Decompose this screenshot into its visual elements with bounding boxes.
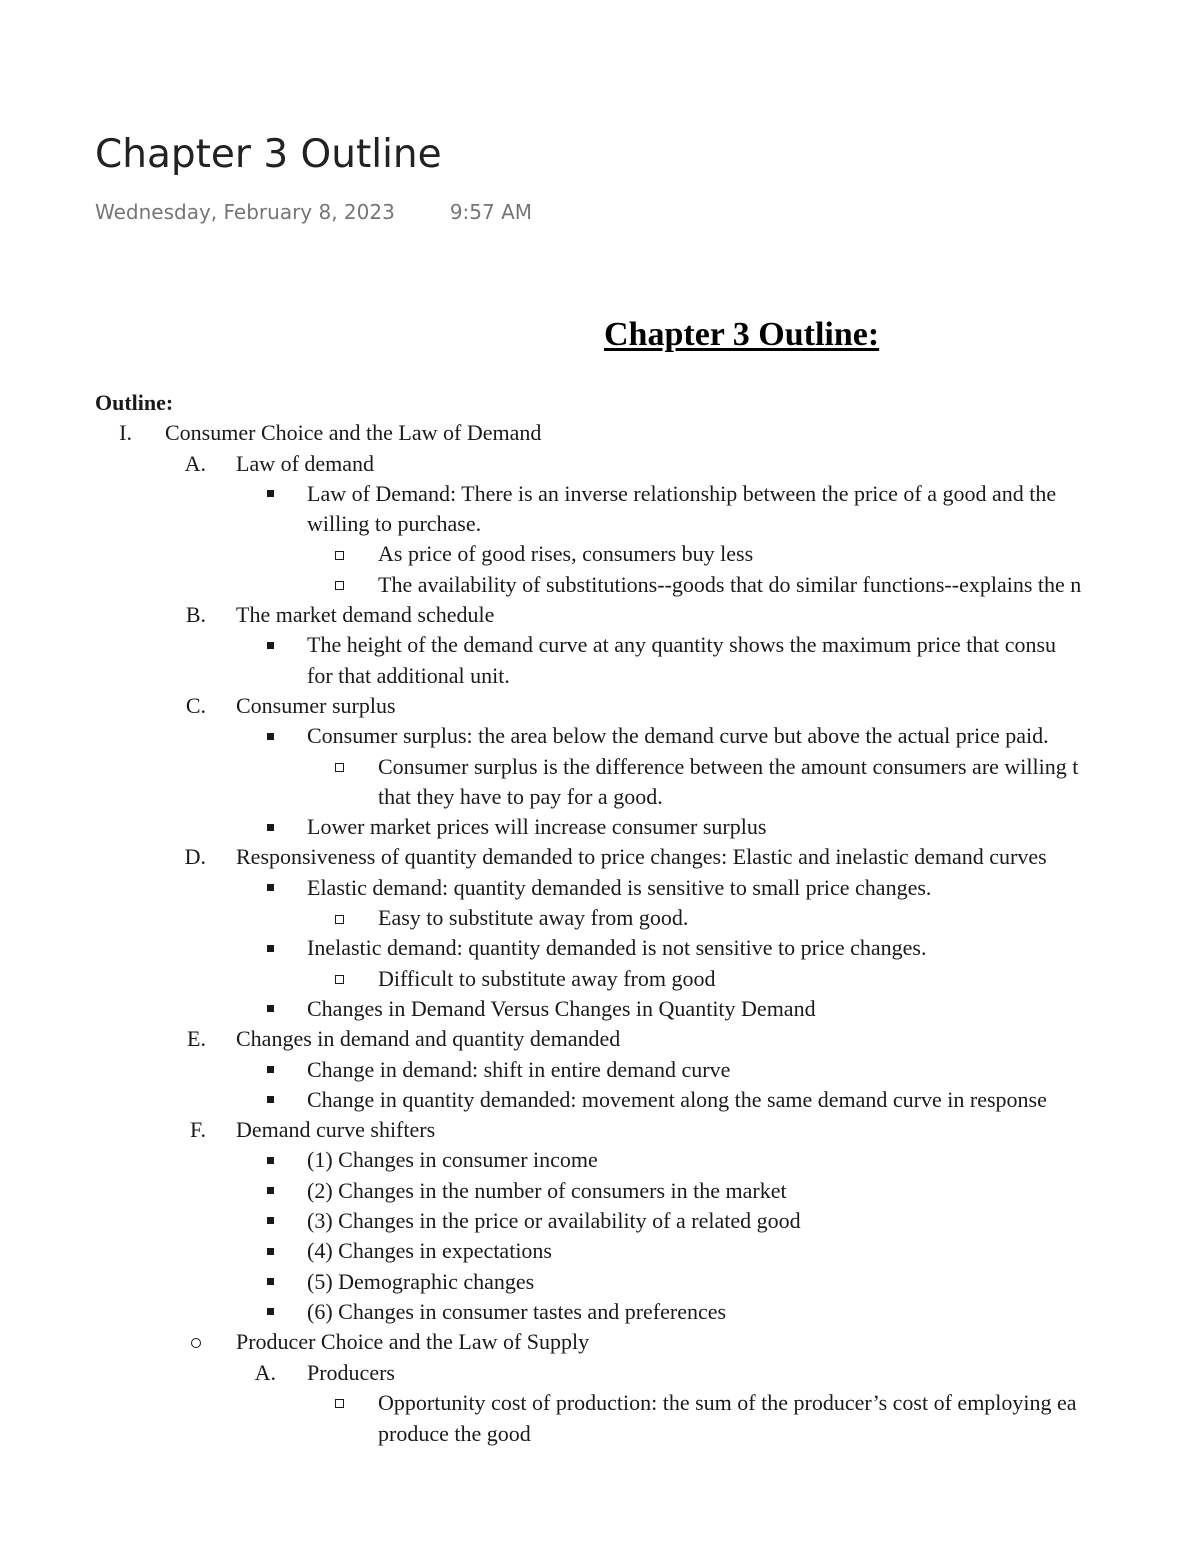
document-heading: Chapter 3 Outline: xyxy=(604,316,880,353)
list-item-text: Consumer Choice and the Law of Demand xyxy=(165,420,542,446)
letter-marker: D. xyxy=(184,844,206,870)
list-item xyxy=(0,842,1200,872)
square-bullet-icon xyxy=(262,1085,278,1115)
list-item xyxy=(0,1055,1200,1085)
square-bullet-icon xyxy=(262,1055,278,1085)
list-item xyxy=(0,1297,1200,1327)
list-item xyxy=(0,691,1200,721)
list-item xyxy=(0,1145,1200,1175)
list-item-text: Consumer surplus xyxy=(236,692,396,718)
outline-label: Outline: xyxy=(95,390,174,415)
list-item-text: produce the good xyxy=(378,1420,531,1446)
list-item-text: Consumer surplus is the difference between the amount consumers are willing t xyxy=(378,753,1079,779)
open-square-bullet-icon xyxy=(331,1388,347,1418)
list-item-text: (3) Changes in the price or availability of a related good xyxy=(307,1208,801,1234)
list-item-text: Elastic demand: quantity demanded is sensitive to small price changes. xyxy=(307,874,932,900)
list-item xyxy=(0,479,1200,509)
list-item xyxy=(0,1267,1200,1297)
list-item-text: Law of Demand: There is an inverse relationship between the price of a good and the xyxy=(307,480,1057,506)
list-item xyxy=(0,812,1200,842)
list-item-text: that they have to pay for a good. xyxy=(378,783,663,809)
page-time: 9:57 AM xyxy=(449,200,533,224)
list-item-text: Easy to substitute away from good. xyxy=(378,905,689,931)
list-item xyxy=(0,1024,1200,1054)
list-item-text: Law of demand xyxy=(236,450,375,476)
square-bullet-icon xyxy=(262,721,278,751)
list-item-text: Change in demand: shift in entire demand curve xyxy=(307,1056,731,1082)
list-item-text: willing to purchase. xyxy=(307,511,482,537)
list-item xyxy=(0,600,1200,630)
square-bullet-icon xyxy=(262,1176,278,1206)
list-item-text: As price of good rises, consumers buy less xyxy=(378,541,754,567)
list-item-continuation xyxy=(0,661,1200,691)
list-item-text: Lower market prices will increase consumer surplus xyxy=(307,814,767,840)
list-item-text: (4) Changes in expectations xyxy=(307,1238,552,1264)
list-item-text: (2) Changes in the number of consumers in the market xyxy=(307,1177,787,1203)
letter-marker: B. xyxy=(185,602,206,628)
list-item-text: The market demand schedule xyxy=(236,602,495,628)
square-bullet-icon xyxy=(262,1206,278,1236)
list-item-text: Difficult to substitute away from good xyxy=(378,965,716,991)
list-item-text: Change in quantity demanded: movement along the same demand curve in response xyxy=(307,1086,1047,1112)
outline xyxy=(0,388,1200,1446)
open-square-bullet-icon xyxy=(331,752,347,782)
open-square-bullet-icon xyxy=(331,903,347,933)
list-item-text: (1) Changes in consumer income xyxy=(307,1147,598,1173)
list-item xyxy=(0,933,1200,963)
square-bullet-icon xyxy=(262,933,278,963)
list-item xyxy=(0,903,1200,933)
square-bullet-icon xyxy=(262,1267,278,1297)
page-title: Chapter 3 Outline xyxy=(95,132,442,177)
list-item-text: (6) Changes in consumer tastes and preferences xyxy=(307,1298,727,1324)
list-item xyxy=(0,1115,1200,1145)
list-item xyxy=(0,630,1200,660)
list-item-text: Changes in demand and quantity demanded xyxy=(236,1026,621,1052)
list-item xyxy=(0,1085,1200,1115)
list-item xyxy=(0,1388,1200,1419)
list-item-text: Producer Choice and the Law of Supply xyxy=(236,1329,590,1355)
list-item xyxy=(0,1327,1200,1357)
list-item-text: Changes in Demand Versus Changes in Quantity Demand xyxy=(307,995,816,1021)
list-item xyxy=(0,1176,1200,1206)
list-item-continuation xyxy=(0,782,1200,812)
list-item-text: Inelastic demand: quantity demanded is not sensitive to price changes. xyxy=(307,935,927,961)
list-item-text: (5) Demographic changes xyxy=(307,1268,535,1294)
list-item-text: Consumer surplus: the area below the demand curve but above the actual price paid. xyxy=(307,723,1049,749)
square-bullet-icon xyxy=(262,1145,278,1175)
list-item xyxy=(0,873,1200,903)
list-item-text: Producers xyxy=(307,1359,395,1385)
open-square-bullet-icon xyxy=(331,964,347,994)
roman-marker: I. xyxy=(119,420,132,446)
square-bullet-icon xyxy=(262,1297,278,1327)
list-item xyxy=(0,1358,1200,1388)
list-item-continuation xyxy=(0,509,1200,539)
square-bullet-icon xyxy=(262,630,278,660)
list-item xyxy=(0,539,1200,569)
list-item xyxy=(0,570,1200,600)
letter-marker: F. xyxy=(190,1117,206,1143)
square-bullet-icon xyxy=(262,1236,278,1266)
list-item-text: for that additional unit. xyxy=(307,662,510,688)
page-date: Wednesday, February 8, 2023 xyxy=(95,200,395,224)
list-item-text: Opportunity cost of production: the sum of the producer’s cost of employing ea xyxy=(378,1389,1077,1415)
list-item-continuation xyxy=(0,1419,1200,1446)
open-square-bullet-icon xyxy=(331,570,347,600)
list-item-text: Demand curve shifters xyxy=(236,1117,436,1143)
page-timestamp xyxy=(95,200,532,224)
square-bullet-icon xyxy=(262,479,278,509)
outline-label-row xyxy=(0,388,1200,418)
list-item xyxy=(0,721,1200,751)
list-item xyxy=(0,994,1200,1024)
letter-marker: E. xyxy=(187,1026,206,1052)
list-item xyxy=(0,1236,1200,1266)
circle-bullet-icon xyxy=(186,1327,206,1357)
list-item xyxy=(0,449,1200,479)
square-bullet-icon xyxy=(262,812,278,842)
list-item xyxy=(0,1206,1200,1236)
list-item-text: The availability of substitutions--goods that do similar functions--explains the n xyxy=(378,571,1082,597)
list-item xyxy=(0,418,1200,448)
list-item-text: The height of the demand curve at any quantity shows the maximum price that consu xyxy=(307,632,1057,658)
letter-marker: A. xyxy=(254,1359,276,1385)
square-bullet-icon xyxy=(262,994,278,1024)
letter-marker: A. xyxy=(184,450,206,476)
list-item xyxy=(0,752,1200,782)
square-bullet-icon xyxy=(262,873,278,903)
open-square-bullet-icon xyxy=(331,539,347,569)
list-item xyxy=(0,964,1200,994)
list-item-text: Responsiveness of quantity demanded to price changes: Elastic and inelastic demand curves xyxy=(236,844,1047,870)
letter-marker: C. xyxy=(185,692,206,718)
